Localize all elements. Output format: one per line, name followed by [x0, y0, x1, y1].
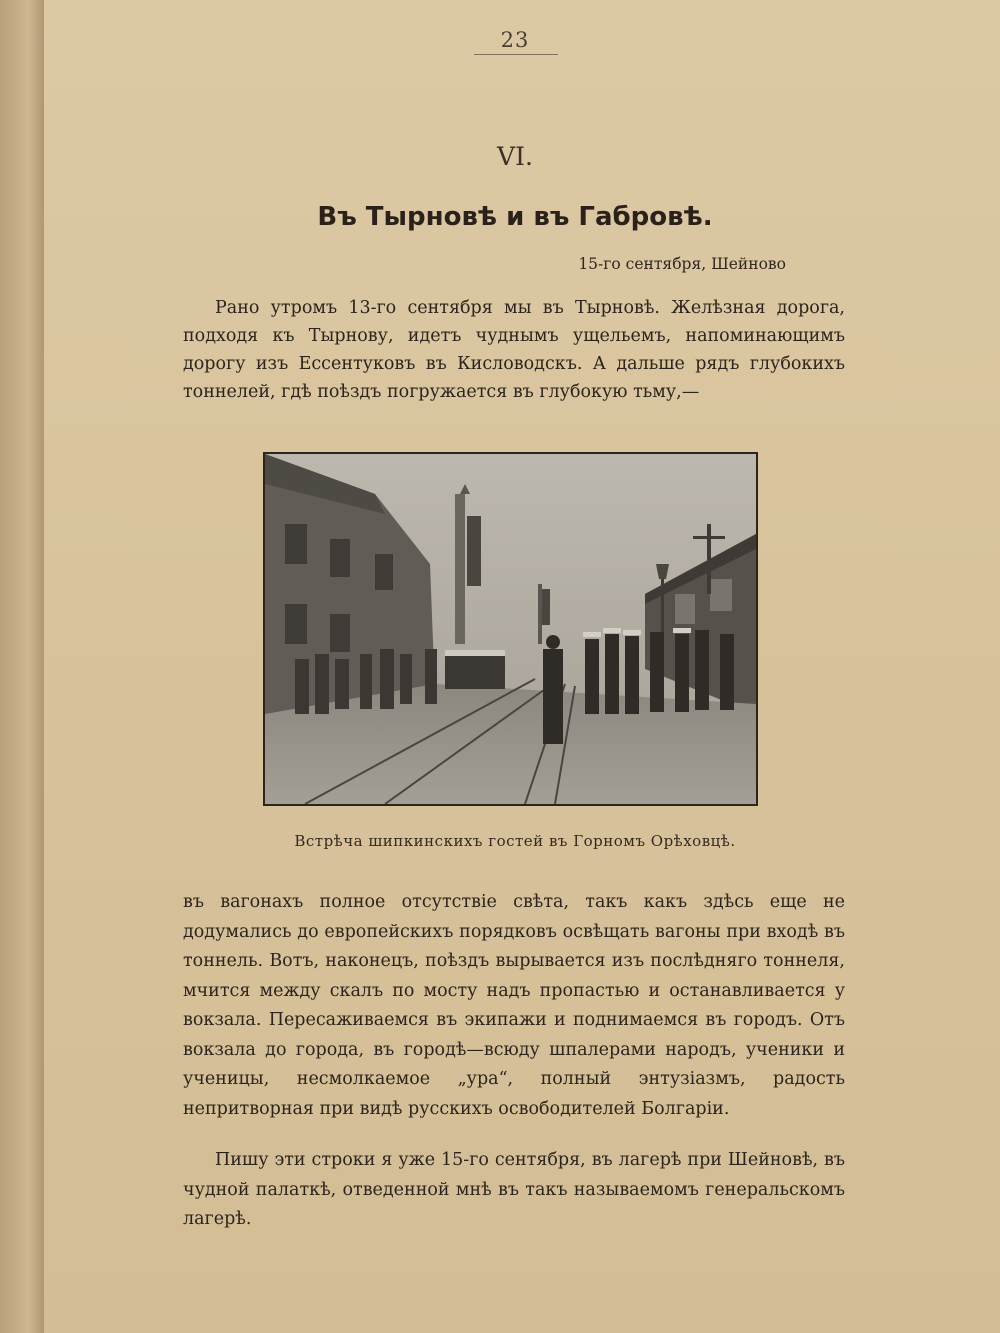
photo-caption: Встрѣча шипкинскихъ гостей въ Горномъ Орѣховцѣ. — [294, 832, 736, 850]
paragraph-2: въ вагонахъ полное отсутствіе свѣта, такъ какъ здѣсь еще не додумались до европейскихъ порядковъ освѣщать вагоны при входѣ въ тоннель. Вотъ, наконецъ, поѣздъ вырывается изъ послѣдняго тоннеля, мчится между скалъ по мосту надъ пропастью и останавливается у вокзала. Пересаживаемся въ экипажи и поднимаемся въ городъ. Отъ вокзала до города, въ городѣ—всюду шпалерами народъ, ученики и ученицы, несмолкаемое „ура“, полный энтузіазмъ, радость непритворная при видѣ русскихъ освободителей Болгаріи. — [183, 892, 845, 1119]
dateline: 15-го сентября, Шейново — [578, 255, 786, 273]
chapter-numeral: VI. — [497, 142, 533, 171]
book-spine-edge — [0, 0, 48, 1333]
page-number-rule — [474, 54, 558, 55]
photograph-illustration — [265, 454, 756, 804]
chapter-title: Въ Тырновѣ и въ Габровѣ. — [317, 202, 713, 232]
page-number: 23 — [500, 28, 530, 52]
paragraph-3: Пишу эти строки я уже 15-го сентября, въ лагерѣ при Шейновѣ, въ чудной палаткѣ, отведенной мнѣ въ такъ называемомъ генеральскомъ лагерѣ. — [183, 1150, 845, 1229]
paragraph-1: Рано утромъ 13-го сентября мы въ Тырновѣ. Желѣзная дорога, подходя къ Тырнову, идетъ чуднымъ ущельемъ, напоминающимъ дорогу изъ Ессентуковъ въ Кисловодскъ. А дальше рядъ глубокихъ тоннелей, гдѣ поѣздъ погружается въ глубокую тьму,— — [183, 298, 845, 402]
photograph-station-scene — [263, 452, 758, 806]
